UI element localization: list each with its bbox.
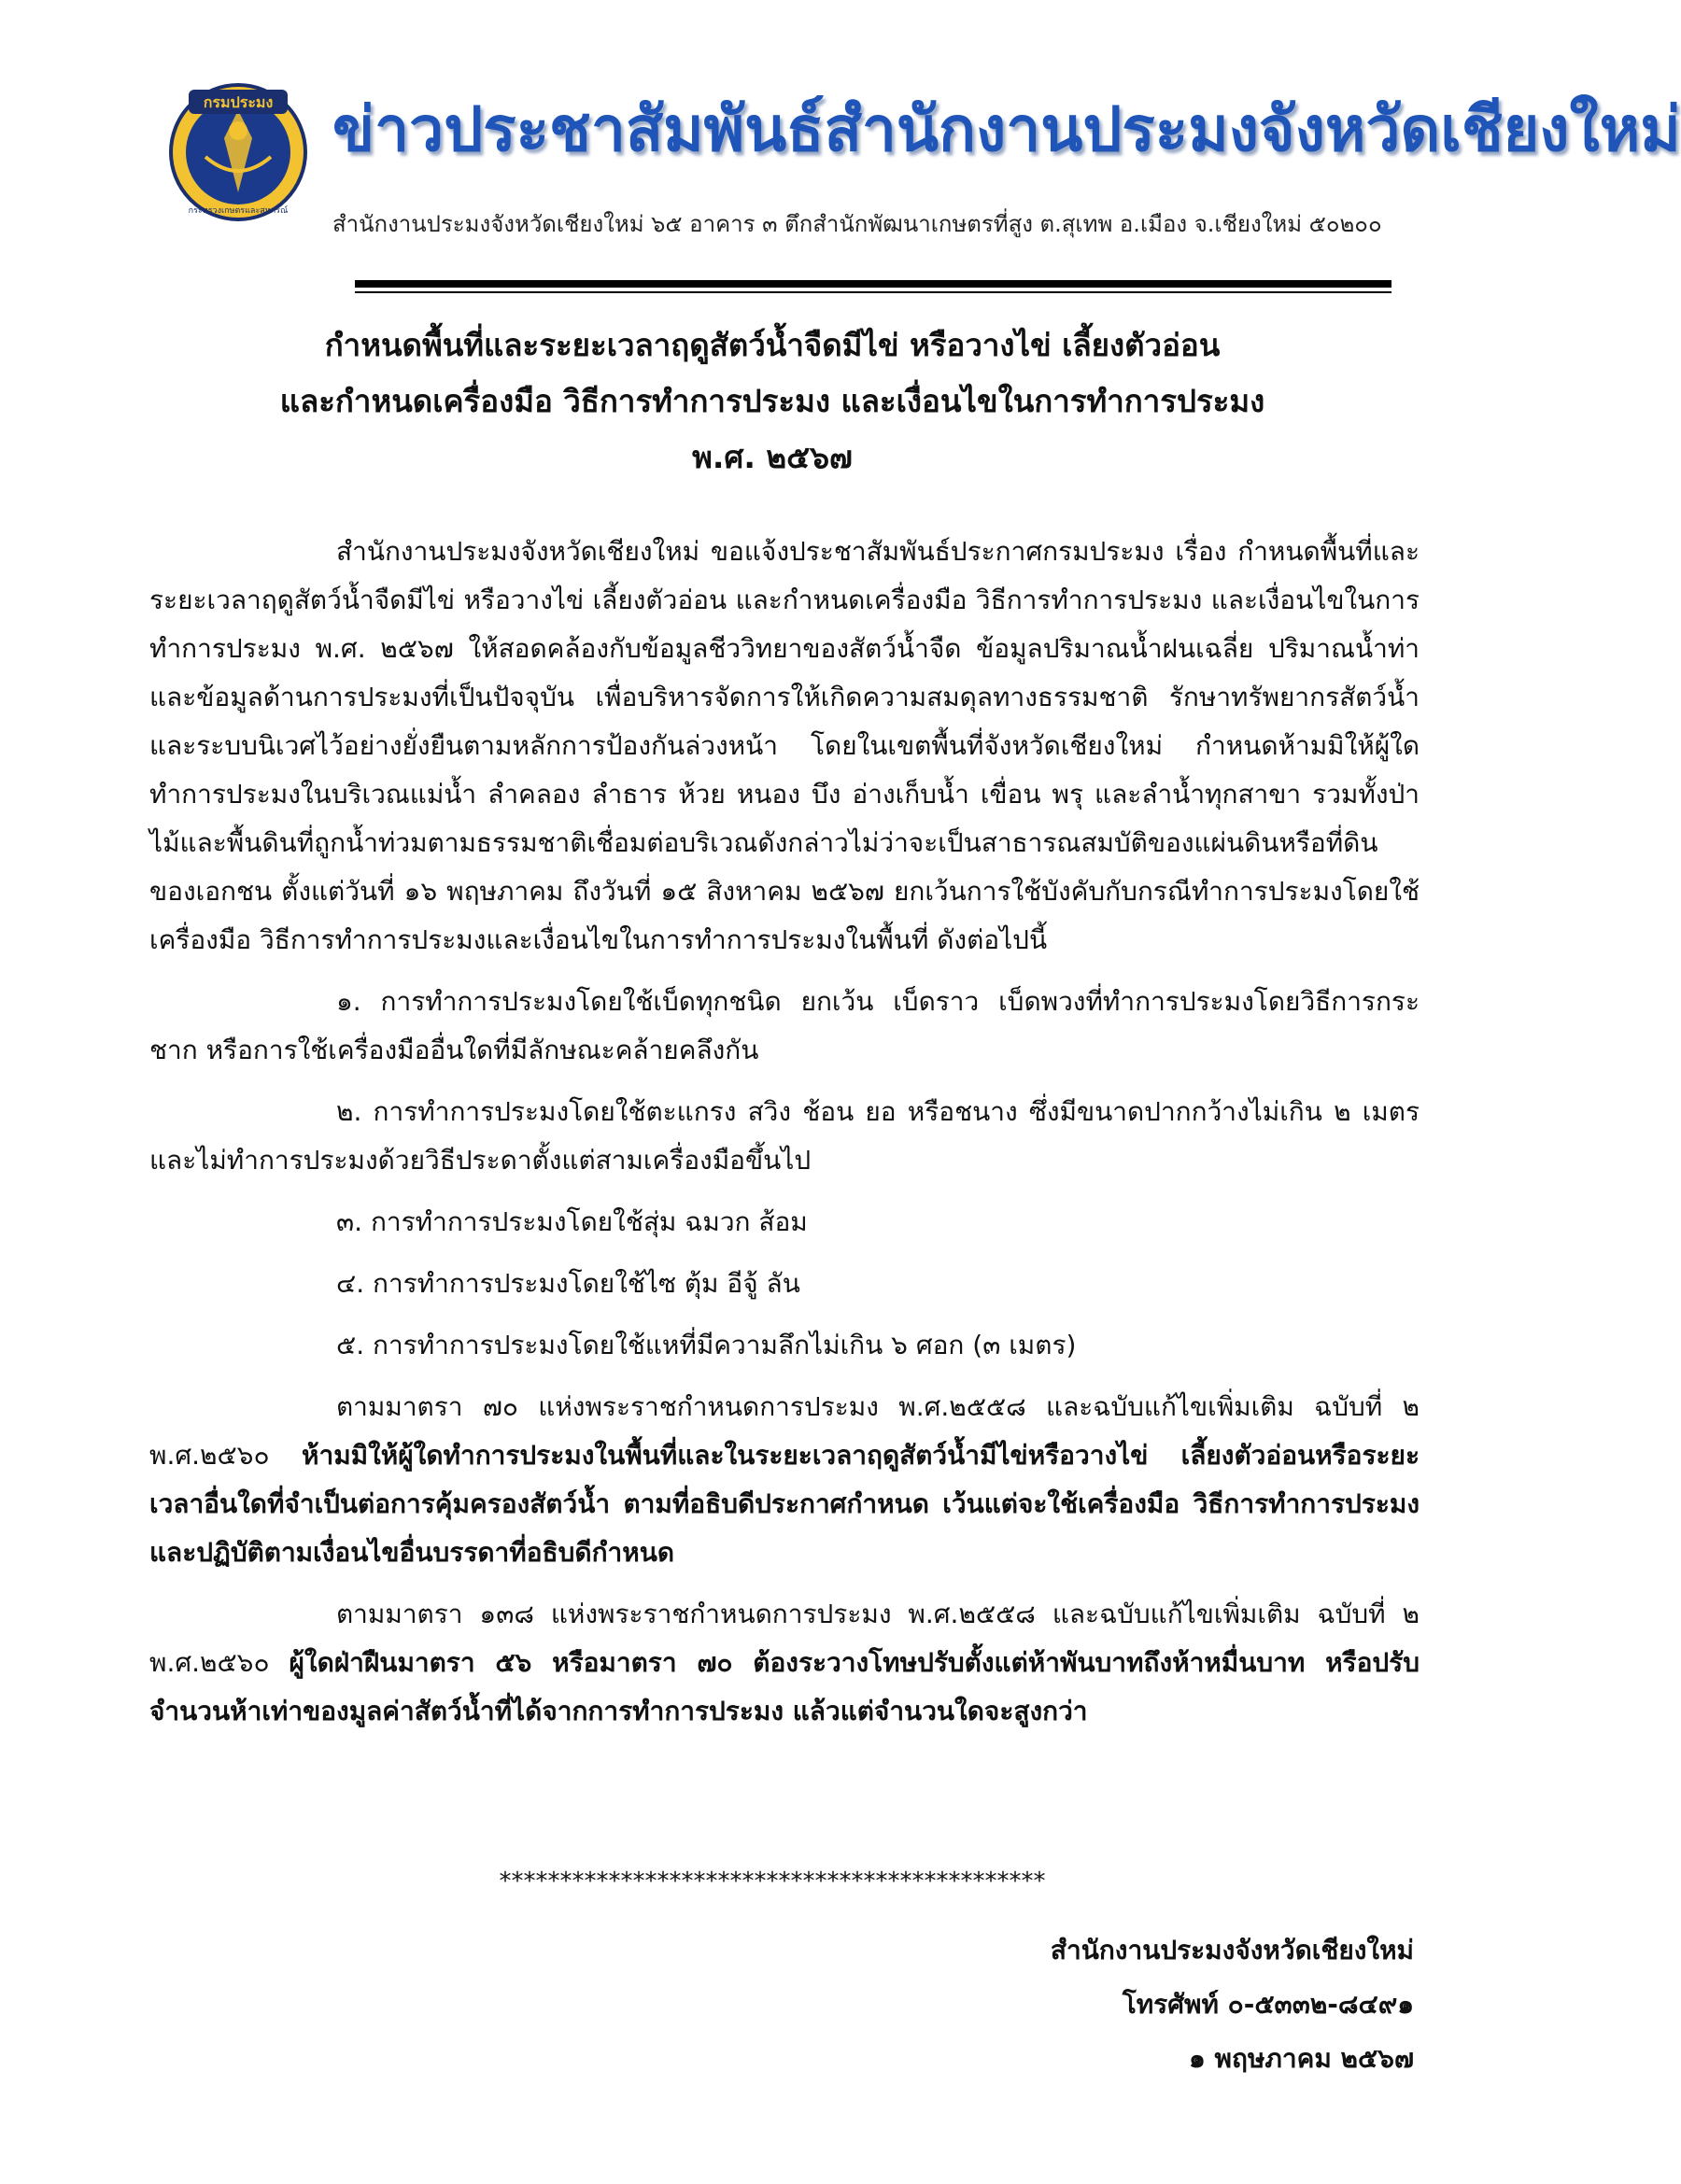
- header: [168, 73, 1681, 260]
- intro-paragraph: สำนักงานประมงจังหวัดเชียงใหม่ ขอแจ้งประชาสัมพันธ์ประกาศกรมประมง เรื่อง กำหนดพื้นที่และระยะเวลาฤดูสัตว์น้ำจืดมีไข่ หรือวางไข่ เลี้ยงตัวอ่อน และกำหนดเครื่องมือ วิธีการทำการประมง และเงื่อนไขในการทำการประมง พ.ศ. ๒๕๖๗ ให้สอดคล้องกับข้อมูลชีววิทยาของสัตว์น้ำจืด ข้อมูลปริมาณน้ำฝนเฉลี่ย ปริมาณน้ำท่า และข้อมูลด้านการประมงที่เป็นปัจจุบัน เพื่อบริหารจัดการให้เกิดความสมดุลทางธรรมชาติ รักษาทรัพยากรสัตว์น้ำและระบบนิเวศไว้อย่างยั่งยืนตามหลักการป้องกันล่วงหน้า โดยในเขตพื้นที่จังหวัดเชียงใหม่ กำหนดห้ามมิให้ผู้ใดทำการประมงในบริเวณแม่น้ำ ลำคลอง ลำธาร ห้วย หนอง บึง อ่างเก็บน้ำ เขื่อน พรุ และลำน้ำทุกสาขา รวมทั้งป่าไม้และพื้นดินที่ถูกน้ำท่วมตามธรรมชาติเชื่อมต่อบริเวณดังกล่าวไม่ว่าจะเป็นสาธารณสมบัติของแผ่นดินหรือที่ดินของเอกชน ตั้งแต่วันที่ ๑๖ พฤษภาคม ถึงวันที่ ๑๕ สิงหาคม ๒๕๖๗ ยกเว้นการใช้บังคับกับกรณีทำการประมงโดยใช้เครื่องมือ วิธีการทำการประมงและเงื่อนไขในการทำการประมงในพื้นที่ ดังต่อไปนี้: [149, 536, 1420, 955]
- law-section-70-text: ตามมาตรา ๗๐ แห่งพระราชกำหนดการประมง พ.ศ.๒๕๕๘ และฉบับแก้ไขเพิ่มเติม ฉบับที่ ๒ พ.ศ.๒๕๖๐: [149, 1391, 1420, 1471]
- logo-bottom-text: กระทรวงเกษตรและสหกรณ์: [188, 206, 289, 216]
- office-address: สำนักงานประมงจังหวัดเชียงใหม่ ๖๕ อาคาร ๓ ตึกสำนักพัฒนาเกษตรที่สูง ต.สุเทพ อ.เมือง จ.เชียงใหม่ ๕๐๒๐๐: [332, 211, 1382, 237]
- announcement-title: [140, 317, 1405, 486]
- law-section-70-bold: ห้ามมิให้ผู้ใดทำการประมงในพื้นที่และในระยะเวลาฤดูสัตว์น้ำมีไข่หรือวางไข่ เลี้ยงตัวอ่อนหรือระยะเวลาอื่นใดที่จำเป็นต่อการคุ้มครองสัตว์น้ำ ตามที่อธิบดีประกาศกำหนด เว้นแต่จะใช้เครื่องมือ วิธีการทำการประมงและปฏิบัติตามเงื่อนไขอื่นบรรดาที่อธิบดีกำหนด: [149, 1440, 1420, 1568]
- header-divider: [355, 280, 1391, 293]
- signature-phone: โทรศัพท์ ๐-๕๓๓๒-๘๔๙๑: [1122, 1989, 1414, 2020]
- list-item-3: ๓. การทำการประมงโดยใช้สุ่ม ฉมวก ส้อม: [336, 1206, 808, 1237]
- list-item-4: ๔. การทำการประมงโดยใช้ไซ ตุ้ม อีจู้ ลัน: [336, 1268, 800, 1299]
- logo-top-text: กรมประมง: [203, 93, 274, 111]
- law-section-70-paragraph: [149, 1383, 1420, 1577]
- signature-office: สำนักงานประมงจังหวัดเชียงใหม่: [1050, 1935, 1414, 1966]
- title-line-2: และกำหนดเครื่องมือ วิธีการทำการประมง และเงื่อนไขในการทำการประมง: [279, 383, 1265, 419]
- law-section-138-text: ตามมาตรา ๑๓๘ แห่งพระราชกำหนดการประมง พ.ศ.๒๕๕๘ และฉบับแก้ไขเพิ่มเติม ฉบับที่ ๒ พ.ศ.๒๕๖๐: [149, 1599, 1420, 1678]
- title-line-1: กำหนดพื้นที่และระยะเวลาฤดูสัตว์น้ำจืดมีไข่ หรือวางไข่ เลี้ยงตัวอ่อน: [324, 327, 1221, 363]
- title-line-3: พ.ศ. ๒๕๖๗: [692, 439, 853, 475]
- signature-block: [1051, 1923, 1414, 2086]
- masthead-title: ข่าวประชาสัมพันธ์สำนักงานประมงจังหวัดเชียงใหม่: [332, 93, 1681, 165]
- separator-stars: *********************************************: [499, 1867, 1046, 1895]
- list-item-1: ๑. การทำการประมงโดยใช้เบ็ดทุกชนิด ยกเว้น เบ็ดราว เบ็ดพวงที่ทำการประมงโดยวิธีการกระชาก หรือการใช้เครื่องมืออื่นใดที่มีลักษณะคล้ายคลึงกัน: [149, 986, 1420, 1065]
- department-of-fisheries-logo: [168, 82, 308, 222]
- law-section-138-paragraph: [149, 1590, 1420, 1736]
- law-section-138-bold: ผู้ใดฝ่าฝืนมาตรา ๕๖ หรือมาตรา ๗๐ ต้องระวางโทษปรับตั้งแต่ห้าพันบาทถึงห้าหมื่นบาท หรือปรับจำนวนห้าเท่าของมูลค่าสัตว์น้ำที่ได้จากการทำการประมง แล้วแต่จำนวนใดจะสูงกว่า: [149, 1647, 1420, 1726]
- list-item-5: ๕. การทำการประมงโดยใช้แหที่มีความลึกไม่เกิน ๖ ศอก (๓ เมตร): [336, 1330, 1077, 1360]
- announcement-body: [149, 528, 1420, 1749]
- signature-date: ๑ พฤษภาคม ๒๕๖๗: [1189, 2043, 1414, 2074]
- list-item-2: ๒. การทำการประมงโดยใช้ตะแกรง สวิง ช้อน ยอ หรือชนาง ซึ่งมีขนาดปากกว้างไม่เกิน ๒ เมตร และไม่ทำการประมงด้วยวิธีประดาตั้งแต่สามเครื่องมือขึ้นไป: [149, 1096, 1420, 1176]
